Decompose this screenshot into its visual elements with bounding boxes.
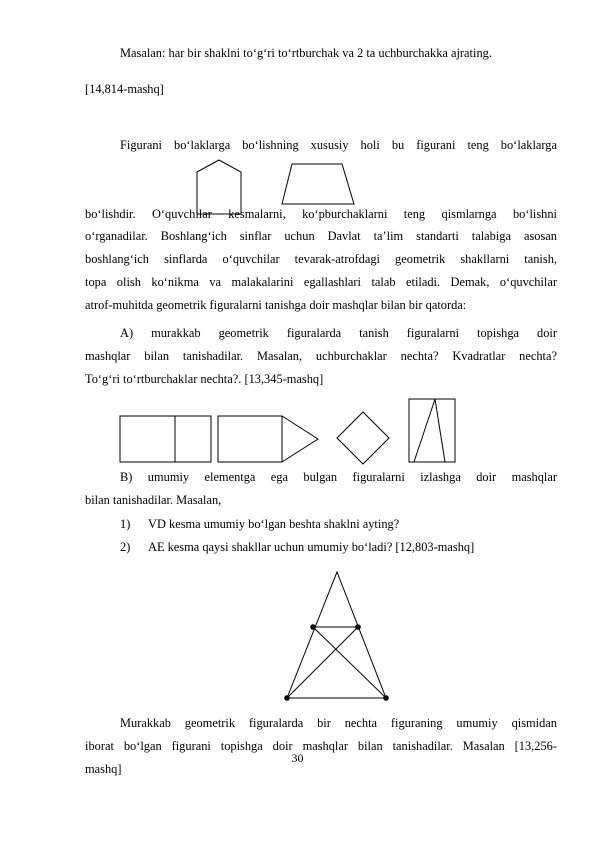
paragraph-2-line-1: Figurani bo‘laklarga bo‘lishning xususiy holi bu figurani teng bo‘laklarga [120, 138, 557, 152]
list-item-1-text: VD kesma umumiy bo‘lgan beshta shaklni ayting? [148, 517, 400, 531]
section-b-line-2: bilan tanishadilar. Masalan, [85, 493, 222, 507]
point-marker [383, 695, 389, 701]
paragraph-2-line-2: bo‘lishdir. O‘quvchilar kesmalarni, ko‘pburchaklarni teng qismlarnga bo‘lishni [85, 207, 557, 221]
point-marker [310, 624, 316, 630]
paragraph-c-line-1: Murakkab geometrik figuralarda bir nechta figuraning umumiy qismidan [120, 716, 557, 730]
two-rectangles-figure [119, 414, 213, 464]
list-item-2-text: AE kesma qaysi shakllar uchun umumiy bo‘ladi? [12,803-mashq] [148, 540, 475, 554]
triangle-crossing-lines-figure [280, 568, 392, 704]
section-a-line-3: To‘g‘ri to‘rtburchaklar nechta?. [13,345-mashq] [85, 372, 324, 386]
paragraph-c-line-2: iborat bo‘lgan figurani topishga doir mashqlar bilan tanishadilar. Masalan [13,256- [85, 739, 557, 753]
page-number: 30 [291, 751, 304, 765]
rectangle-with-triangle-figure [217, 414, 321, 464]
list-item-2-number: 2) [120, 540, 131, 554]
diamond-figure [336, 410, 392, 466]
point-marker [284, 695, 290, 701]
point-marker [355, 624, 361, 630]
paragraph-2-line-3: o‘rganadilar. Boshlang‘ich sinflar uchun Davlat ta’lim standarti talabiga asosan [85, 229, 557, 243]
section-a-line-1: A) murakkab geometrik figuralarda tanish figuralarni topishga doir [120, 326, 557, 340]
paragraph-2-line-6: atrof-muhitda geometrik figuralarni tanishga doir mashqlar bilan bir qatorda: [85, 298, 467, 312]
paragraph-2-line-4: boshlang‘ich sinflarda o‘quvchilar tevarak-atrofdagi geometrik shakllarni tanish, [85, 252, 557, 266]
paragraph-1-line-1: Masalan: har bir shaklni to‘g‘ri to‘rtburchak va 2 ta uchburchakka ajrating. [120, 46, 492, 60]
paragraph-c-line-3: mashq] [85, 762, 122, 776]
square-with-triangle-figure [408, 397, 458, 464]
section-a-line-2: mashqlar bilan tanishadilar. Masalan, uchburchaklar nechta? Kvadratlar nechta? [85, 349, 557, 363]
paragraph-1-line-2: [14,814-mashq] [85, 82, 164, 96]
paragraph-2-line-5: topa olish ko‘nikma va malakalarini egallashlari talab etiladi. Demak, o‘quvchilar [85, 275, 557, 289]
trapezoid-figure [280, 162, 356, 206]
list-item-1-number: 1) [120, 517, 131, 531]
section-b-line-1: B) umumiy elementga ega bulgan figuralarni izlashga doir mashqlar [120, 470, 557, 484]
